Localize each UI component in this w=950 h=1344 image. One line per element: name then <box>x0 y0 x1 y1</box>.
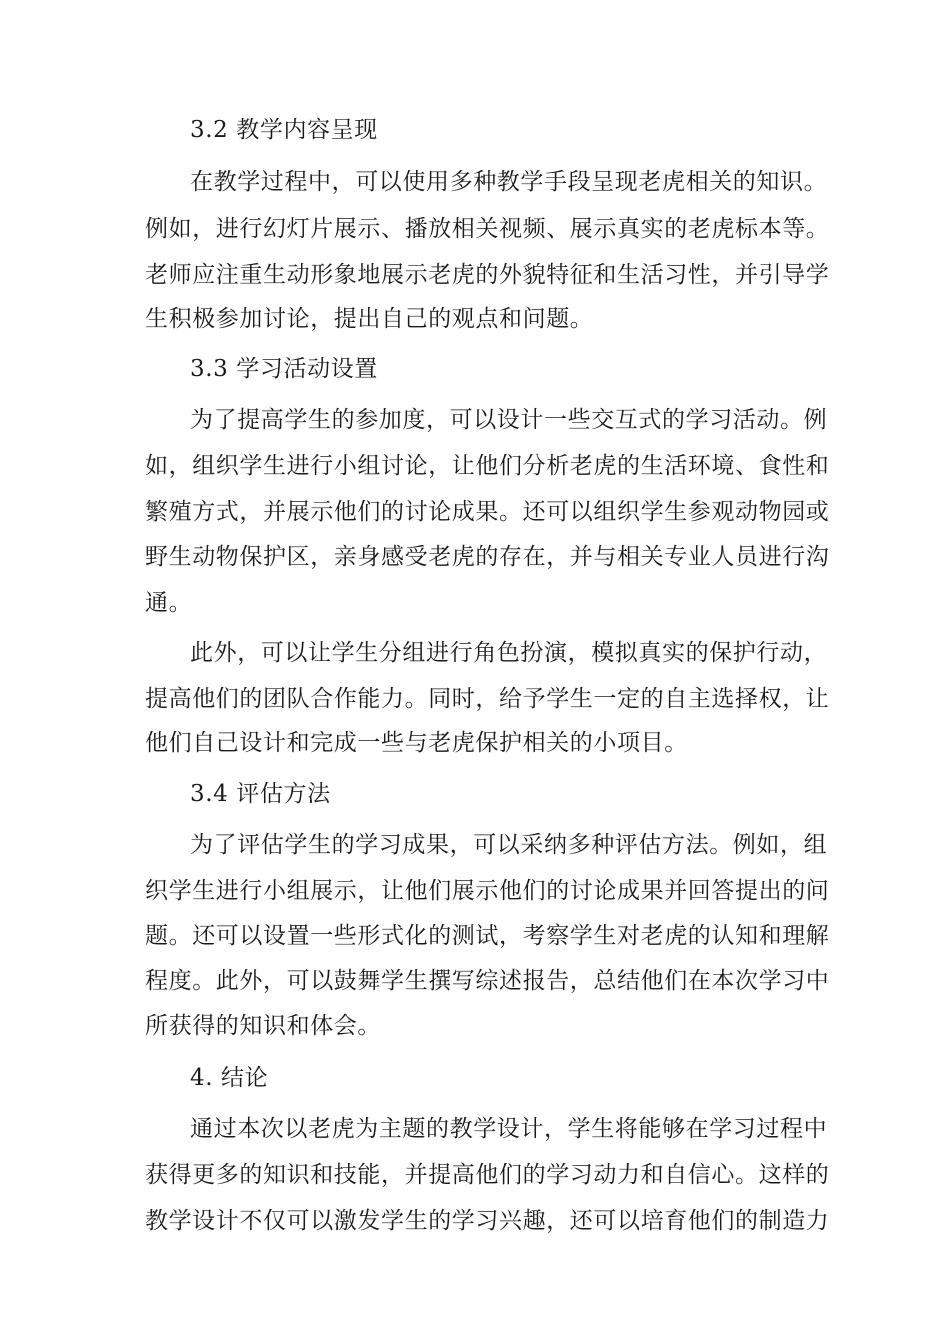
paragraph-line: 例如，进行幻灯片展示、播放相关视频、展示真实的老虎标本等。 <box>145 216 830 242</box>
paragraph-line: 织学生进行小组展示，让他们展示他们的讨论成果并回答提出的问 <box>145 878 830 904</box>
paragraph-line: 提高他们的团队合作能力。同时，给予学生一定的自主选择权，让 <box>145 686 830 712</box>
paragraph-line: 如，组织学生进行小组讨论，让他们分析老虎的生活环境、食性和 <box>145 453 830 479</box>
section-heading-4: 4. 结论 <box>190 1065 269 1091</box>
paragraph-line: 程度。此外，可以鼓舞学生撰写综述报告，总结他们在本次学习中 <box>145 968 830 994</box>
paragraph-line: 为了提高学生的参加度，可以设计一些交互式的学习活动。例 <box>190 407 828 433</box>
paragraph-line: 生积极参加讨论，提出自己的观点和问题。 <box>145 306 594 332</box>
paragraph-line: 此外，可以让学生分组进行角色扮演，模拟真实的保护行动， <box>190 640 828 666</box>
paragraph-line: 通过本次以老虎为主题的教学设计，学生将能够在学习过程中 <box>190 1116 828 1142</box>
paragraph-line: 为了评估学生的学习成果，可以采纳多种评估方法。例如，组 <box>190 832 828 858</box>
paragraph-line: 通。 <box>145 590 193 616</box>
section-heading-3-3: 3.3 学习活动设置 <box>190 356 378 382</box>
paragraph-line: 获得更多的知识和技能，并提高他们的学习动力和自信心。这样的 <box>145 1162 830 1188</box>
paragraph-line: 教学设计不仅可以激发学生的学习兴趣，还可以培育他们的制造力 <box>145 1208 830 1234</box>
paragraph-line: 野生动物保护区，亲身感受老虎的存在，并与相关专业人员进行沟 <box>145 544 830 570</box>
section-heading-3-2: 3.2 教学内容呈现 <box>190 117 378 143</box>
paragraph-line: 繁殖方式，并展示他们的讨论成果。还可以组织学生参观动物园或 <box>145 499 830 525</box>
paragraph-line: 老师应注重生动形象地展示老虎的外貌特征和生活习性，并引导学 <box>145 262 830 288</box>
paragraph-line: 在教学过程中，可以使用多种教学手段呈现老虎相关的知识。 <box>190 169 828 195</box>
paragraph-line: 题。还可以设置一些形式化的测试，考察学生对老虎的认知和理解 <box>145 923 830 949</box>
paragraph-line: 所获得的知识和体会。 <box>145 1013 381 1039</box>
section-heading-3-4: 3.4 评估方法 <box>190 781 331 807</box>
paragraph-line: 他们自己设计和完成一些与老虎保护相关的小项目。 <box>145 730 688 756</box>
